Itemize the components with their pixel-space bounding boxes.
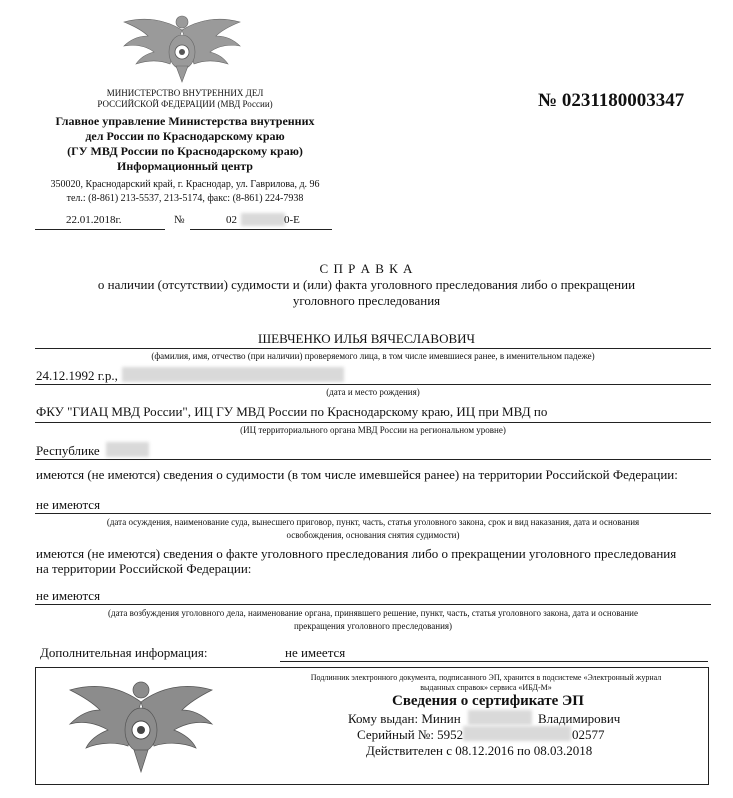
conviction-question: имеются (не имеются) сведения о судимости (в том числе имевшейся ранее) на территории Российской Федерации:	[36, 467, 678, 482]
emblem-icon	[66, 672, 216, 776]
org-name-line3: (ГУ МВД России по Краснодарскому краю)	[67, 144, 303, 158]
information-center: ФКУ "ГИАЦ МВД России", ИЦ ГУ МВД России по Краснодарскому краю, ИЦ при МВД по	[36, 404, 548, 419]
document-title: С П Р А В К А	[319, 261, 414, 276]
ministry-name-line1: МИНИСТЕРСТВО ВНУТРЕННИХ ДЕЛ	[106, 88, 264, 98]
certificate-note-line2: выданных справок» сервиса «ИБД-М»	[420, 683, 552, 692]
prosecution-answer: не имеются	[36, 588, 101, 603]
document-subtitle-line1: о наличии (отсутствии) судимости и (или) факта уголовного преследования либо о прекращении	[97, 277, 636, 292]
outgoing-number-start: 02	[226, 214, 237, 226]
additional-info-value: не имеется	[285, 645, 346, 660]
org-name-line4: Информационный центр	[117, 159, 253, 173]
org-name-line1: Главное управление Министерства внутренних	[55, 114, 315, 128]
conviction-caption-line2: освобождения, основания снятия судимости)	[286, 530, 460, 540]
ministry-name-line2: РОССИЙСКОЙ ФЕДЕРАЦИИ (МВД России)	[97, 99, 273, 109]
certificate-heading: Сведения о сертификате ЭП	[392, 693, 584, 709]
conviction-caption-line1: (дата осуждения, наименование суда, вынесшего приговор, пункт, часть, статья уголовного закона, срок и вид наказания, дата и основания	[106, 517, 640, 527]
emblem-icon	[118, 8, 246, 86]
org-address: 350020, Краснодарский край, г. Краснодар, ул. Гаврилова, д. 96	[50, 179, 320, 190]
prosecution-question-line1: имеются (не имеются) сведения о факте уголовного преследования либо о прекращении уголовного преследования	[36, 546, 677, 561]
birth-caption: (дата и место рождения)	[326, 387, 420, 397]
redacted-issued-to-name	[468, 710, 532, 725]
certificate-note-line1: Подлинник электронного документа, подписанного ЭП, хранится в подсистеме «Электронный журнал	[310, 673, 662, 682]
prosecution-caption-line1: (дата возбуждения уголовного дела, наименование органа, принявшего решение, пункт, часть, статья уголовного закона, дата и основание	[108, 608, 638, 618]
birth-date: 24.12.1992 г.р.,	[36, 368, 118, 383]
redacted-birth-place	[122, 367, 344, 382]
prosecution-question-line2: на территории Российской Федерации:	[36, 561, 252, 576]
person-name-caption: (фамилия, имя, отчество (при наличии) проверяемого лица, в том числе имевшиеся ранее, в именительном падеже)	[151, 351, 595, 361]
number-sign: №	[174, 214, 185, 226]
redacted-republic-name	[106, 442, 149, 457]
certificate-serial: Серийный №: 5952	[357, 727, 464, 742]
information-center-caption: (ИЦ территориального органа МВД России на региональном уровне)	[240, 425, 506, 435]
redacted-outgoing-number	[241, 213, 285, 226]
issue-date: 22.01.2018г.	[66, 214, 122, 226]
document-subtitle-line2: уголовного преследования	[292, 293, 441, 308]
republic-label: Республике	[36, 443, 100, 458]
certificate-serial-end: 02577	[572, 727, 605, 742]
conviction-answer: не имеются	[36, 497, 101, 512]
certificate-validity: Действителен с 08.12.2016 по 08.03.2018	[366, 743, 593, 758]
redacted-serial-number	[463, 726, 571, 741]
prosecution-caption-line2: прекращения уголовного преследования)	[293, 621, 453, 631]
certificate-issued-to-patronymic: Владимирович	[538, 711, 621, 726]
outgoing-number-end: 0-Е	[284, 214, 300, 226]
org-phones: тел.: (8-861) 213-5537, 213-5174, факс: (8-861) 224-7938	[66, 193, 304, 204]
document-number: № 0231180003347	[538, 90, 685, 111]
certificate-issued-to: Кому выдан: Минин	[348, 711, 461, 726]
person-name: ШЕВЧЕНКО ИЛЬЯ ВЯЧЕСЛАВОВИЧ	[258, 331, 475, 346]
additional-info-label: Дополнительная информация:	[40, 645, 208, 660]
org-name-line2: дел России по Краснодарскому краю	[85, 129, 285, 143]
